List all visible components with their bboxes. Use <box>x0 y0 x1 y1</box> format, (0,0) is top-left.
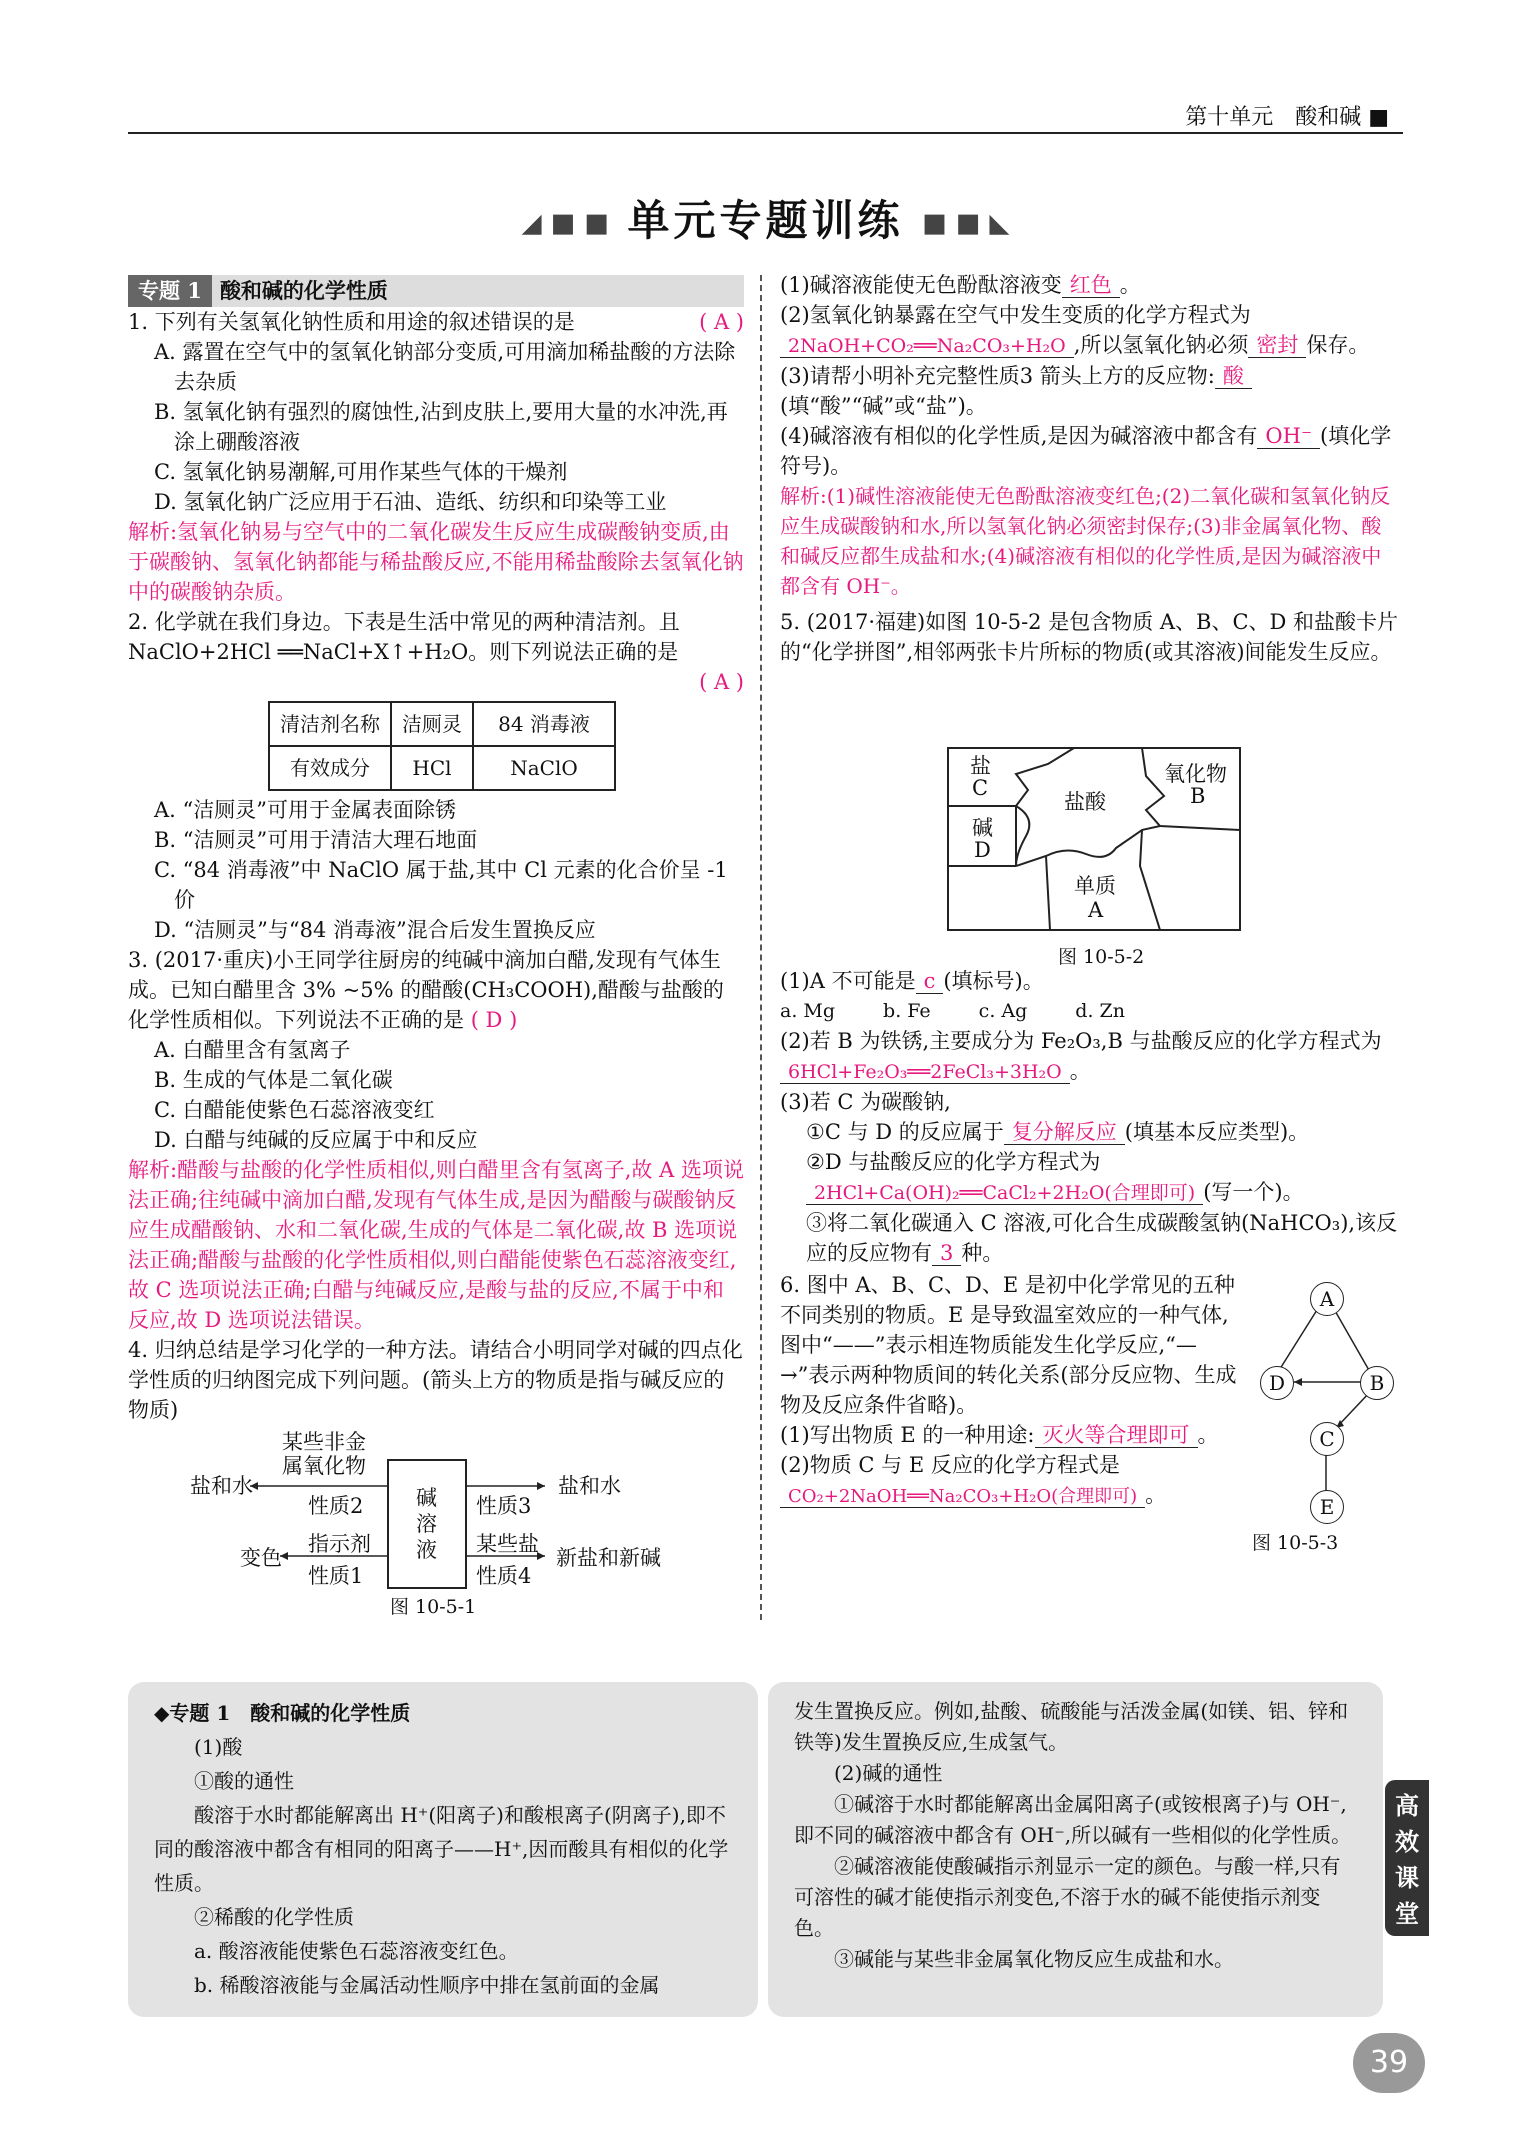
fig1-prop4: 性质4 <box>476 1564 532 1588</box>
table-cell: NaClO <box>473 746 615 790</box>
knowledge-left-l6: b. 稀酸溶液能与金属活动性顺序中排在氢前面的金属 <box>194 1973 660 1997</box>
table-row <box>269 702 615 746</box>
right-column-lower <box>780 966 1400 1268</box>
table-row <box>269 746 615 790</box>
q5-part-1 <box>780 966 1400 996</box>
question-1 <box>128 307 744 607</box>
question-4 <box>128 1335 744 1425</box>
q5-stem: 5. (2017·福建)如图 10-5-2 是包含物质 A、B、C、D 和盐酸卡片的“化学拼图”,相邻两张卡片所标的物质(或其溶液)间能发生反应。 <box>780 610 1399 664</box>
q5p2-post: 。 <box>1069 1059 1091 1083</box>
knowledge-right-l1: 发生置换反应。例如,盐酸、硫酸能与活泼金属(如镁、铝、锌和铁等)发生置换反应,生成氢气。 <box>794 1699 1349 1754</box>
q5p3b-pre: ②D 与盐酸反应的化学方程式为 <box>806 1150 1101 1174</box>
left-column <box>128 275 744 1425</box>
q3-stem-text: 3. (2017·重庆)小王同学往厨房的纯碱中滴加白醋,发现有气体生成。已知白醋里含 3% ~5% 的醋酸(CH₃COOH),醋酸与盐酸的化学性质相似。下列说法不正确的是 <box>128 948 724 1032</box>
fig1-prop3: 性质3 <box>476 1494 532 1518</box>
fig3-node-a: A <box>1310 1282 1344 1316</box>
q6p1-answer: 灭火等合理即可 <box>1035 1423 1198 1448</box>
header-rule <box>128 132 1403 134</box>
section-tag: 专题 1 <box>128 275 212 307</box>
knowledge-panel-left <box>128 1682 758 2017</box>
puzzle-b1: 氧化物 <box>1164 762 1227 786</box>
q4p1-answer: 红色 <box>1062 273 1120 298</box>
table-cell: 清洁剂名称 <box>269 702 391 746</box>
q5p3b-answer: 2HCl+Ca(OH)₂══CaCl₂+2H₂O(合理即可) <box>806 1182 1203 1205</box>
q5p3b-post: (写一个)。 <box>1203 1180 1304 1204</box>
q3-option-d: D. 白醋与纯碱的反应属于中和反应 <box>154 1128 478 1152</box>
table-cell: HCl <box>391 746 473 790</box>
q4p2-pre: (2)氢氧化钠暴露在空气中发生变质的化学方程式为 <box>780 303 1251 327</box>
question-2 <box>128 607 744 945</box>
q4p1-post: 。 <box>1119 273 1141 297</box>
section-title: 酸和碱的化学性质 <box>219 278 388 303</box>
knowledge-left-l3: 酸溶于水时都能解离出 H⁺(阳离子)和酸根离子(阴离子),即不同的酸溶液中都含有相同的阳离子——H⁺,因而酸具有相似的化学性质。 <box>154 1803 729 1895</box>
fig1-prop1: 性质1 <box>308 1564 364 1588</box>
q4p2-post: 保存。 <box>1306 333 1370 357</box>
knowledge-left-l4: ②稀酸的化学性质 <box>194 1905 354 1929</box>
q6p2-answer: CO₂+2NaOH══Na₂CO₃+H₂O(合理即可) <box>780 1486 1145 1508</box>
q4-part-2 <box>780 300 1400 361</box>
q5-part-3a <box>780 1117 1400 1147</box>
q5-option-b: b. Fe <box>883 1000 931 1022</box>
title-right-decoration-icon: ■ ■ ◣ <box>922 208 1010 239</box>
q5-part-2 <box>780 1026 1400 1087</box>
q2-option-c: C. “84 消毒液”中 NaClO 属于盐,其中 Cl 元素的化合价呈 -1 价 <box>154 858 728 912</box>
q5p3c-answer: 3 <box>932 1241 961 1266</box>
side-tab: 高效课堂 <box>1385 1780 1429 1936</box>
q4p3-pre: (3)请帮小明补充完整性质3 箭头上方的反应物: <box>780 364 1215 388</box>
knowledge-right-l2: (2)碱的通性 <box>834 1761 943 1785</box>
figure-10-5-1 <box>190 1428 710 1618</box>
q4-part-3 <box>780 361 1400 421</box>
figure-10-5-3 <box>1250 1280 1410 1554</box>
puzzle-a1: 单质 <box>1074 874 1116 898</box>
q5p1-post: (填标号)。 <box>943 969 1044 993</box>
knowledge-right-l5: ③碱能与某些非金属氧化物反应生成盐和水。 <box>834 1947 1234 1971</box>
fig1-center-3: 液 <box>416 1538 437 1562</box>
q3-option-c: C. 白醋能使紫色石蕊溶液变红 <box>154 1098 435 1122</box>
q6p1-pre: (1)写出物质 E 的一种用途: <box>780 1423 1035 1447</box>
puzzle-d1: 碱 <box>972 816 993 840</box>
fig3-node-c: C <box>1310 1422 1344 1456</box>
q4-part-4 <box>780 421 1400 481</box>
fig1-salt-water-left: 盐和水 <box>190 1474 253 1498</box>
q5p2-answer: 6HCl+Fe₂O₃══2FeCl₃+3H₂O <box>780 1061 1070 1084</box>
q5p3a-answer: 复分解反应 <box>1004 1120 1125 1145</box>
fig1-new-salt-base: 新盐和新碱 <box>556 1546 661 1570</box>
table-cell: 84 消毒液 <box>473 702 615 746</box>
q5-option-d: d. Zn <box>1075 1000 1125 1022</box>
figure-10-5-1-arrows <box>190 1428 710 1618</box>
q5-option-c: c. Ag <box>978 1000 1028 1022</box>
q1-stem: 1. 下列有关氢氧化钠性质和用途的叙述错误的是 <box>128 310 575 334</box>
knowledge-right-l4: ②碱溶液能使酸碱指示剂显示一定的颜色。与酸一样,只有可溶性的碱才能使指示剂变色,不溶于水的碱不能使指示剂变色。 <box>794 1854 1341 1940</box>
q5-options <box>780 996 1400 1026</box>
q5-option-a: a. Mg <box>780 1000 836 1022</box>
q6-part-1 <box>780 1420 1240 1450</box>
q1-analysis: 解析:氢氧化钠易与空气中的二氧化碳发生反应生成碳酸钠变质,由于碳酸钠、氢氧化钠都能与稀盐酸反应,不能用稀盐酸除去氢氧化钠中的碳酸钠杂质。 <box>128 520 744 604</box>
q6-stem: 6. 图中 A、B、C、D、E 是初中化学常见的五种不同类别的物质。E 是导致温室效应的一种气体,图中“——”表示相连物质能发生化学反应,“—→”表示两种物质间的转化关系(部分反应物、生成物及反应条件省略)。 <box>780 1273 1237 1417</box>
fig1-some-salt: 某些盐 <box>476 1532 539 1556</box>
puzzle-c1: 盐 <box>970 754 991 778</box>
knowledge-left-l5: a. 酸溶液能使紫色石蕊溶液变红色。 <box>194 1939 519 1963</box>
q5p1-pre: (1)A 不可能是 <box>780 969 916 993</box>
q6-part-2 <box>780 1450 1240 1512</box>
title-left-decoration-icon: ◢ ■ ■ <box>521 208 609 239</box>
puzzle-b2: B <box>1190 784 1206 808</box>
q4p1-pre: (1)碱溶液能使无色酚酞溶液变 <box>780 273 1062 297</box>
right-column <box>780 270 1400 667</box>
fig1-center-1: 碱 <box>416 1486 437 1510</box>
column-divider <box>760 275 762 1620</box>
q4p4-answer: OH⁻ <box>1257 424 1320 449</box>
q1-option-c: C. 氢氧化钠易潮解,可用作某些气体的干燥剂 <box>154 460 568 484</box>
q5-part-3b <box>780 1147 1400 1208</box>
q5-part-3: (3)若 C 为碳酸钠, <box>780 1090 951 1114</box>
section-bar <box>128 275 744 307</box>
page-number: 39 <box>1353 2033 1425 2093</box>
q4p2-mid: ,所以氢氧化钠必须 <box>1073 333 1249 357</box>
fig1-prop2: 性质2 <box>308 1494 364 1518</box>
q2-option-d: D. “洁厕灵”与“84 消毒液”混合后发生置换反应 <box>154 918 596 942</box>
puzzle-d2: D <box>974 838 991 862</box>
q4p4-post: (填化学符号)。 <box>780 424 1392 478</box>
q5p3c-post: 种。 <box>961 1241 1004 1265</box>
q1-option-b: B. 氢氧化钠有强烈的腐蚀性,沾到皮肤上,要用大量的水冲洗,再涂上硼酸溶液 <box>154 400 728 454</box>
q5p2-pre: (2)若 B 为铁锈,主要成分为 Fe₂O₃,B 与盐酸反应的化学方程式为 <box>780 1029 1382 1053</box>
unit-header: 第十单元 酸和碱 ■ <box>1185 105 1389 130</box>
q3-stem <box>128 945 744 1035</box>
q5-part-3c <box>780 1208 1400 1268</box>
knowledge-left-l1: (1)酸 <box>194 1735 243 1759</box>
table-cell: 有效成分 <box>269 746 391 790</box>
fig1-salt-water-right: 盐和水 <box>558 1474 621 1498</box>
knowledge-right-l3: ①碱溶于水时都能解离出金属阳离子(或铵根离子)与 OH⁻,即不同的碱溶液中都含有 OH⁻,所以碱有一些相似的化学性质。 <box>794 1792 1352 1847</box>
fig2-caption: 图 10-5-2 <box>1058 946 1145 968</box>
q5p3c-pre: ③将二氧化碳通入 C 溶液,可化合生成碳酸氢钠(NaHCO₃),该反应的反应物有 <box>806 1211 1398 1265</box>
q1-option-d: D. 氢氧化钠广泛应用于石油、造纸、纺织和印染等工业 <box>154 490 667 514</box>
puzzle-a2: A <box>1088 898 1104 922</box>
question-6 <box>780 1270 1240 1512</box>
fig3-caption: 图 10-5-3 <box>1252 1532 1339 1554</box>
q4p2-answer: 2NaOH+CO₂══Na₂CO₃+H₂O <box>780 335 1074 358</box>
page-title-block <box>0 188 1531 248</box>
q4-analysis: 解析:(1)碱性溶液能使无色酚酞溶液变红色;(2)二氧化碳和氢氧化钠反应生成碳酸钠和水,所以氢氧化钠必须密封保存;(3)非金属氧化物、酸和碱反应都生成盐和水;(4)碱溶液有相似的化学性质,是因为碱溶液中都含有 OH⁻。 <box>780 484 1391 598</box>
q5p1-answer: c <box>916 969 944 994</box>
q2-option-b: B. “洁厕灵”可用于清洁大理石地面 <box>154 828 478 852</box>
q4-stem: 4. 归纳总结是学习化学的一种方法。请结合小明同学对碱的四点化学性质的归纳图完成下列问题。(箭头上方的物质是指与碱反应的物质) <box>128 1338 743 1422</box>
q4p4-pre: (4)碱溶液有相似的化学性质,是因为碱溶液中都含有 <box>780 424 1258 448</box>
fig1-top-left-2: 属氧化物 <box>282 1454 366 1478</box>
puzzle-c2: C <box>972 776 989 800</box>
table-cell: 洁厕灵 <box>391 702 473 746</box>
q4-part-1 <box>780 270 1400 300</box>
fig1-indicator: 指示剂 <box>308 1532 371 1556</box>
fig3-node-e: E <box>1310 1490 1344 1524</box>
page-title: 单元专题训练 <box>627 196 904 245</box>
q3-option-a: A. 白醋里含有氢离子 <box>154 1038 351 1062</box>
cleaner-table <box>268 701 616 791</box>
q2-option-a: A. “洁厕灵”可用于金属表面除锈 <box>154 798 456 822</box>
fig1-top-left-1: 某些非金 <box>282 1430 366 1454</box>
q4p3-post: (填“酸”“碱”或“盐”)。 <box>780 394 987 418</box>
q3-answer: ( D ) <box>470 1008 518 1032</box>
q3-analysis: 解析:醋酸与盐酸的化学性质相似,则白醋里含有氢离子,故 A 选项说法正确;往纯碱中滴加白醋,发现有气体生成,是因为醋酸与碳酸钠反应生成醋酸钠、水和二氧化碳,生成的气体是二氧化碳,故 B 选项说法正确;醋酸与盐酸的化学性质相似,则白醋能使紫色石蕊溶液变红,故 C 选项说法正确;白醋与纯碱反应,是酸与盐的反应,不属于中和反应,故 D 选项说法错误。 <box>128 1158 744 1332</box>
fig1-caption: 图 10-5-1 <box>390 1596 477 1618</box>
fig1-center-2: 溶 <box>416 1512 437 1536</box>
q5p3a-pre: ①C 与 D 的反应属于 <box>806 1120 1004 1144</box>
fig3-node-d: D <box>1260 1366 1294 1400</box>
knowledge-left-l2: ①酸的通性 <box>194 1769 294 1793</box>
question-3 <box>128 945 744 1335</box>
figure-10-5-2 <box>946 746 1246 976</box>
fig3-node-b: B <box>1360 1366 1394 1400</box>
q1-answer: ( A ) <box>699 310 744 334</box>
q4p3-answer: 酸 <box>1215 364 1252 389</box>
q2-answer: ( A ) <box>699 670 744 694</box>
q1-option-a: A. 露置在空气中的氢氧化钠部分变质,可用滴加稀盐酸的方法除去杂质 <box>154 340 736 394</box>
q2-stem: 2. 化学就在我们身边。下表是生活中常见的两种清洁剂。且 NaClO+2HCl ══NaCl+X↑+H₂O。则下列说法正确的是 <box>128 610 680 664</box>
knowledge-panel-right <box>768 1682 1383 2017</box>
q4p2-answer2: 密封 <box>1248 333 1306 358</box>
fig1-color-change: 变色 <box>240 1546 282 1570</box>
q3-option-b: B. 生成的气体是二氧化碳 <box>154 1068 393 1092</box>
q5p3a-post: (填基本反应类型)。 <box>1124 1120 1310 1144</box>
q6p1-post: 。 <box>1197 1423 1219 1447</box>
puzzle-acid: 盐酸 <box>1064 790 1106 814</box>
q6p2-post: 。 <box>1145 1483 1167 1507</box>
q6p2-pre: (2)物质 C 与 E 反应的化学方程式是 <box>780 1453 1120 1477</box>
knowledge-heading: ◆专题 1 酸和碱的化学性质 <box>154 1701 411 1725</box>
